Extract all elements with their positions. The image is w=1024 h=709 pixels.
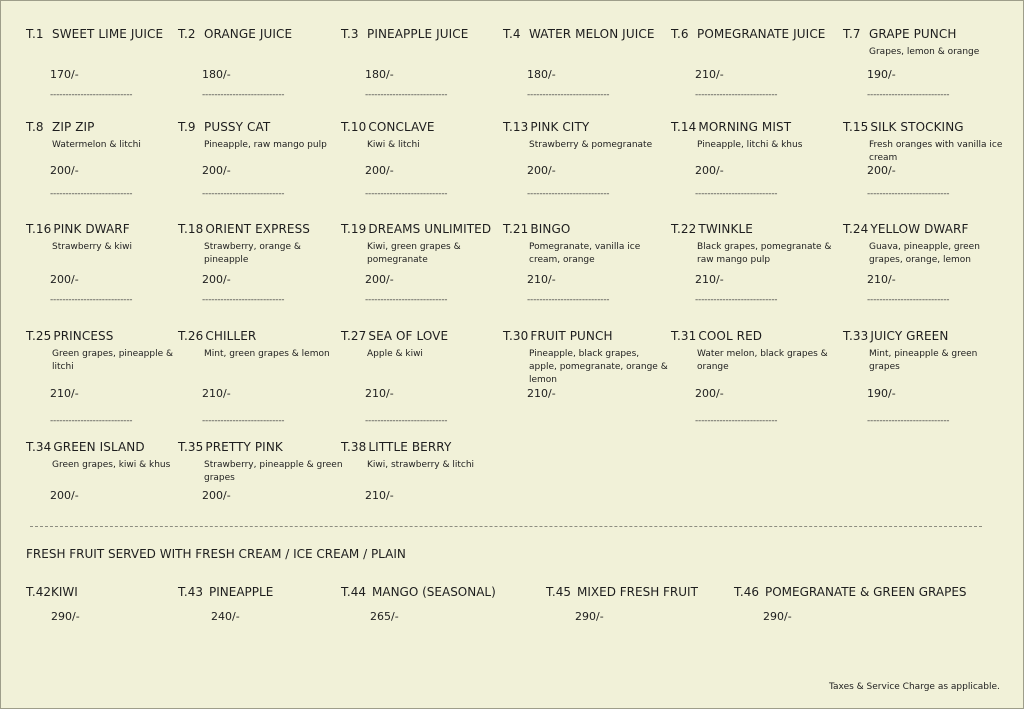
menu-item-name: SEA OF LOVE — [368, 329, 449, 343]
menu-item-name: PINK CITY — [530, 120, 590, 134]
menu-item-description: Mint, green grapes & lemon — [204, 349, 330, 359]
menu-item-price: 210/- — [695, 68, 724, 81]
menu-item-title — [843, 222, 1003, 236]
menu-item-description: Kiwi, strawberry & litchi — [367, 460, 475, 470]
menu-item-title — [178, 120, 338, 134]
menu-item-title — [671, 120, 831, 134]
fresh-fruit-title — [341, 585, 496, 599]
fresh-fruit-code: T.46 — [734, 585, 759, 599]
menu-item-code: T.22 — [671, 222, 697, 236]
menu-item-title — [26, 120, 186, 134]
menu-item-name: SWEET LIME JUICE — [52, 27, 164, 41]
menu-item-price: 180/- — [365, 68, 394, 81]
menu-item-code: T.38 — [341, 440, 367, 454]
menu-item-code: T.24 — [843, 222, 869, 236]
menu-item-description: Green grapes, kiwi & khus — [52, 460, 171, 470]
fresh-fruit-code: T.45 — [546, 585, 571, 599]
section-divider — [30, 526, 982, 527]
menu-item-title — [843, 329, 1003, 343]
menu-item — [26, 27, 186, 117]
menu-item-price: 210/- — [365, 387, 394, 400]
menu-item-divider: --------------------------- — [867, 189, 950, 199]
menu-item-code: T.8 — [26, 120, 44, 134]
menu-item-name: JUICY GREEN — [870, 329, 949, 343]
menu-item-title — [178, 222, 338, 236]
menu-item-divider: --------------------------- — [867, 90, 950, 100]
menu-item — [503, 120, 663, 210]
menu-item — [671, 27, 831, 117]
menu-item — [26, 120, 186, 210]
menu-item-description: Black grapes, pomegranate & raw mango pulp — [697, 242, 832, 265]
menu-item-title — [503, 120, 663, 134]
menu-item-divider: --------------------------- — [867, 416, 950, 426]
menu-item-code: T.34 — [26, 440, 52, 454]
menu-item — [671, 120, 831, 210]
fresh-section-title: FRESH FRUIT SERVED WITH FRESH CREAM / ICE CREAM / PLAIN — [26, 547, 406, 561]
menu-item-name: POMEGRANATE JUICE — [697, 27, 826, 41]
menu-item — [178, 329, 338, 426]
menu-item-title — [178, 27, 338, 41]
menu-item-description: Kiwi & litchi — [367, 140, 420, 150]
menu-item-name: ORIENT EXPRESS — [205, 222, 311, 236]
menu-item-price: 190/- — [867, 387, 896, 400]
fresh-fruit-item — [26, 585, 80, 623]
menu-item — [843, 329, 1003, 426]
fresh-fruit-title — [734, 585, 967, 599]
fresh-fruit-price: 290/- — [575, 610, 604, 623]
menu-item — [26, 222, 186, 312]
menu-item-code: T.1 — [26, 27, 44, 41]
menu-item-code: T.25 — [26, 329, 52, 343]
menu-item-title — [26, 329, 186, 343]
menu-item-divider: --------------------------- — [202, 90, 285, 100]
menu-item-title — [26, 440, 186, 454]
menu-item-title — [178, 329, 338, 343]
menu-item-name: BINGO — [530, 222, 571, 236]
fresh-fruit-name: MIXED FRESH FRUIT — [577, 585, 698, 599]
menu-item-description: Apple & kiwi — [367, 349, 423, 359]
menu-item-description: Water melon, black grapes & orange — [697, 349, 828, 372]
menu-item-title — [341, 27, 501, 41]
menu-item-name: PINEAPPLE JUICE — [367, 27, 469, 41]
menu-item-name: FRUIT PUNCH — [530, 329, 613, 343]
menu-item-divider: --------------------------- — [50, 90, 133, 100]
menu-item-price: 180/- — [527, 68, 556, 81]
fresh-fruit-name: PINEAPPLE — [209, 585, 274, 599]
menu-item-price: 210/- — [867, 273, 896, 286]
menu-item — [178, 440, 343, 530]
menu-item-name: YELLOW DWARF — [870, 222, 969, 236]
menu-item-description: Strawberry & kiwi — [52, 242, 132, 252]
menu-item-code: T.27 — [341, 329, 367, 343]
menu-item-name: MORNING MIST — [698, 120, 792, 134]
menu-item-price: 210/- — [695, 273, 724, 286]
menu-item — [26, 329, 186, 426]
menu-item-price: 200/- — [365, 164, 394, 177]
menu-item-divider: --------------------------- — [695, 189, 778, 199]
fresh-fruit-code: T.44 — [341, 585, 366, 599]
menu-item — [671, 329, 831, 426]
menu-item-title — [503, 222, 663, 236]
menu-item-price: 190/- — [867, 68, 896, 81]
menu-item-divider: --------------------------- — [50, 416, 133, 426]
menu-item-code: T.6 — [671, 27, 689, 41]
menu-item-divider: --------------------------- — [527, 189, 610, 199]
menu-item-price: 210/- — [202, 387, 231, 400]
menu-item-title — [341, 120, 501, 134]
menu-item — [843, 120, 1003, 210]
menu-item-code: T.33 — [843, 329, 869, 343]
menu-item-description: Mint, pineapple & green grapes — [869, 349, 978, 372]
menu-item-description: Strawberry, pineapple & green grapes — [204, 460, 343, 483]
menu-item-description: Strawberry, orange & pineapple — [204, 242, 301, 265]
taxes-footnote: Taxes & Service Charge as applicable. — [829, 682, 1000, 692]
menu-item-code: T.21 — [503, 222, 529, 236]
menu-item-description: Pomegranate, vanilla ice cream, orange — [529, 242, 641, 265]
menu-item-description: Grapes, lemon & orange — [869, 47, 980, 57]
menu-item-title — [341, 440, 501, 454]
fresh-fruit-price: 265/- — [370, 610, 399, 623]
menu-item-name: SILK STOCKING — [870, 120, 964, 134]
menu-item — [341, 222, 501, 312]
menu-item — [341, 27, 501, 117]
menu-item-code: T.18 — [178, 222, 204, 236]
menu-item-title — [503, 27, 663, 41]
menu-item-divider: --------------------------- — [202, 416, 285, 426]
fresh-fruit-price: 290/- — [51, 610, 80, 623]
menu-item-title — [178, 440, 338, 454]
menu-item-title — [671, 222, 831, 236]
menu-item-name: WATER MELON JUICE — [529, 27, 655, 41]
menu-item-name: ZIP ZIP — [52, 120, 95, 134]
menu-item — [341, 440, 501, 530]
menu-item-title — [843, 120, 1003, 134]
menu-item-name: GRAPE PUNCH — [869, 27, 957, 41]
menu-item-title — [843, 27, 1003, 41]
fresh-fruit-item — [178, 585, 274, 623]
menu-item-code: T.14 — [671, 120, 697, 134]
fresh-fruit-name: MANGO (SEASONAL) — [372, 585, 496, 599]
menu-item-description: Pineapple, litchi & khus — [697, 140, 803, 150]
menu-item-description: Guava, pineapple, green grapes, orange, lemon — [869, 242, 980, 265]
menu-item-price: 200/- — [50, 273, 79, 286]
menu-item — [503, 27, 663, 117]
menu-item-name: DREAMS UNLIMITED — [368, 222, 492, 236]
menu-item-code: T.35 — [178, 440, 204, 454]
menu-item-price: 200/- — [695, 164, 724, 177]
menu-item-description: Pineapple, raw mango pulp — [204, 140, 327, 150]
menu-item-title — [671, 329, 831, 343]
menu-item-price: 210/- — [527, 387, 556, 400]
menu-item-price: 180/- — [202, 68, 231, 81]
menu-item-divider: --------------------------- — [202, 189, 285, 199]
fresh-fruit-item — [546, 585, 698, 623]
menu-item-title — [341, 329, 501, 343]
menu-item-code: T.30 — [503, 329, 529, 343]
menu-item-code: T.7 — [843, 27, 861, 41]
menu-item-name: COOL RED — [698, 329, 763, 343]
menu-item-divider: --------------------------- — [365, 295, 448, 305]
menu-item-code: T.31 — [671, 329, 697, 343]
menu-item-code: T.13 — [503, 120, 529, 134]
menu-item-divider: --------------------------- — [50, 189, 133, 199]
menu-item-divider: --------------------------- — [527, 90, 610, 100]
menu-item-divider: --------------------------- — [695, 416, 778, 426]
menu-item-divider: --------------------------- — [527, 295, 610, 305]
menu-item-name: TWINKLE — [698, 222, 753, 236]
menu-item-price: 200/- — [202, 164, 231, 177]
menu-item-name: PRETTY PINK — [205, 440, 283, 454]
menu-item-price: 170/- — [50, 68, 79, 81]
menu-item-code: T.9 — [178, 120, 196, 134]
menu-item-title — [26, 222, 186, 236]
fresh-fruit-code: T.42 — [26, 585, 51, 599]
menu-item-description: Green grapes, pineapple & litchi — [52, 349, 174, 372]
menu-item-divider: --------------------------- — [695, 90, 778, 100]
menu-item-price: 200/- — [202, 489, 231, 502]
menu-item-description: Strawberry & pomegranate — [529, 140, 653, 150]
fresh-fruit-name: POMEGRANATE & GREEN GRAPES — [765, 585, 967, 599]
menu-item-description: Fresh oranges with vanilla ice cream — [869, 140, 1003, 163]
fresh-fruit-title — [546, 585, 698, 599]
menu-item-code: T.10 — [341, 120, 367, 134]
menu-item-price: 200/- — [695, 387, 724, 400]
menu-item-divider: --------------------------- — [695, 295, 778, 305]
menu-item-code: T.3 — [341, 27, 359, 41]
menu-item-title — [671, 27, 831, 41]
menu-item — [341, 329, 501, 426]
fresh-fruit-code: T.43 — [178, 585, 203, 599]
fresh-fruit-title — [26, 585, 78, 599]
menu-item-code: T.19 — [341, 222, 367, 236]
menu-item-code: T.26 — [178, 329, 204, 343]
menu-item — [503, 222, 663, 312]
menu-item-divider: --------------------------- — [202, 295, 285, 305]
menu-item-name: GREEN ISLAND — [53, 440, 145, 454]
fresh-fruit-name: KIWI — [51, 585, 78, 599]
menu-item-name: PRINCESS — [53, 329, 114, 343]
menu-item-price: 200/- — [365, 273, 394, 286]
menu-item-name: CHILLER — [205, 329, 257, 343]
menu-item-divider: --------------------------- — [365, 189, 448, 199]
menu-item-divider: --------------------------- — [867, 295, 950, 305]
menu-item-description: Kiwi, green grapes & pomegranate — [367, 242, 461, 265]
fresh-fruit-price: 240/- — [211, 610, 240, 623]
menu-item — [843, 222, 1003, 312]
menu-item-name: LITTLE BERRY — [368, 440, 452, 454]
menu-item-name: ORANGE JUICE — [204, 27, 293, 41]
fresh-fruit-item — [734, 585, 967, 623]
menu-item — [843, 27, 1003, 117]
menu-item — [341, 120, 501, 210]
menu-item-divider: --------------------------- — [365, 90, 448, 100]
menu-item — [178, 27, 338, 117]
menu-item-price: 200/- — [527, 164, 556, 177]
menu-item-description: Watermelon & litchi — [52, 140, 141, 150]
menu-item-divider: --------------------------- — [50, 295, 133, 305]
menu-item-price: 200/- — [50, 489, 79, 502]
menu-item-price: 210/- — [50, 387, 79, 400]
menu-item-code: T.2 — [178, 27, 196, 41]
menu-item-title — [26, 27, 186, 41]
menu-item-code: T.16 — [26, 222, 52, 236]
menu-item-divider: --------------------------- — [365, 416, 448, 426]
menu-item-price: 200/- — [867, 164, 896, 177]
menu-item-name: PUSSY CAT — [204, 120, 271, 134]
menu-item — [26, 440, 186, 530]
menu-item-price: 210/- — [365, 489, 394, 502]
menu-item-price: 200/- — [202, 273, 231, 286]
menu-item-code: T.15 — [843, 120, 869, 134]
menu-item — [503, 329, 668, 419]
menu-item-name: PINK DWARF — [53, 222, 130, 236]
fresh-fruit-item — [341, 585, 496, 623]
menu-item — [671, 222, 831, 312]
menu-item-description: Pineapple, black grapes, apple, pomegranate, orange & lemon — [529, 349, 668, 385]
menu-item-title — [341, 222, 501, 236]
menu-item-title — [503, 329, 663, 343]
menu-item-price: 200/- — [50, 164, 79, 177]
fresh-fruit-price: 290/- — [763, 610, 792, 623]
menu-item-name: CONCLAVE — [368, 120, 435, 134]
fresh-fruit-title — [178, 585, 273, 599]
menu-item — [178, 120, 338, 210]
menu-item — [178, 222, 338, 312]
menu-item-code: T.4 — [503, 27, 521, 41]
menu-item-price: 210/- — [527, 273, 556, 286]
